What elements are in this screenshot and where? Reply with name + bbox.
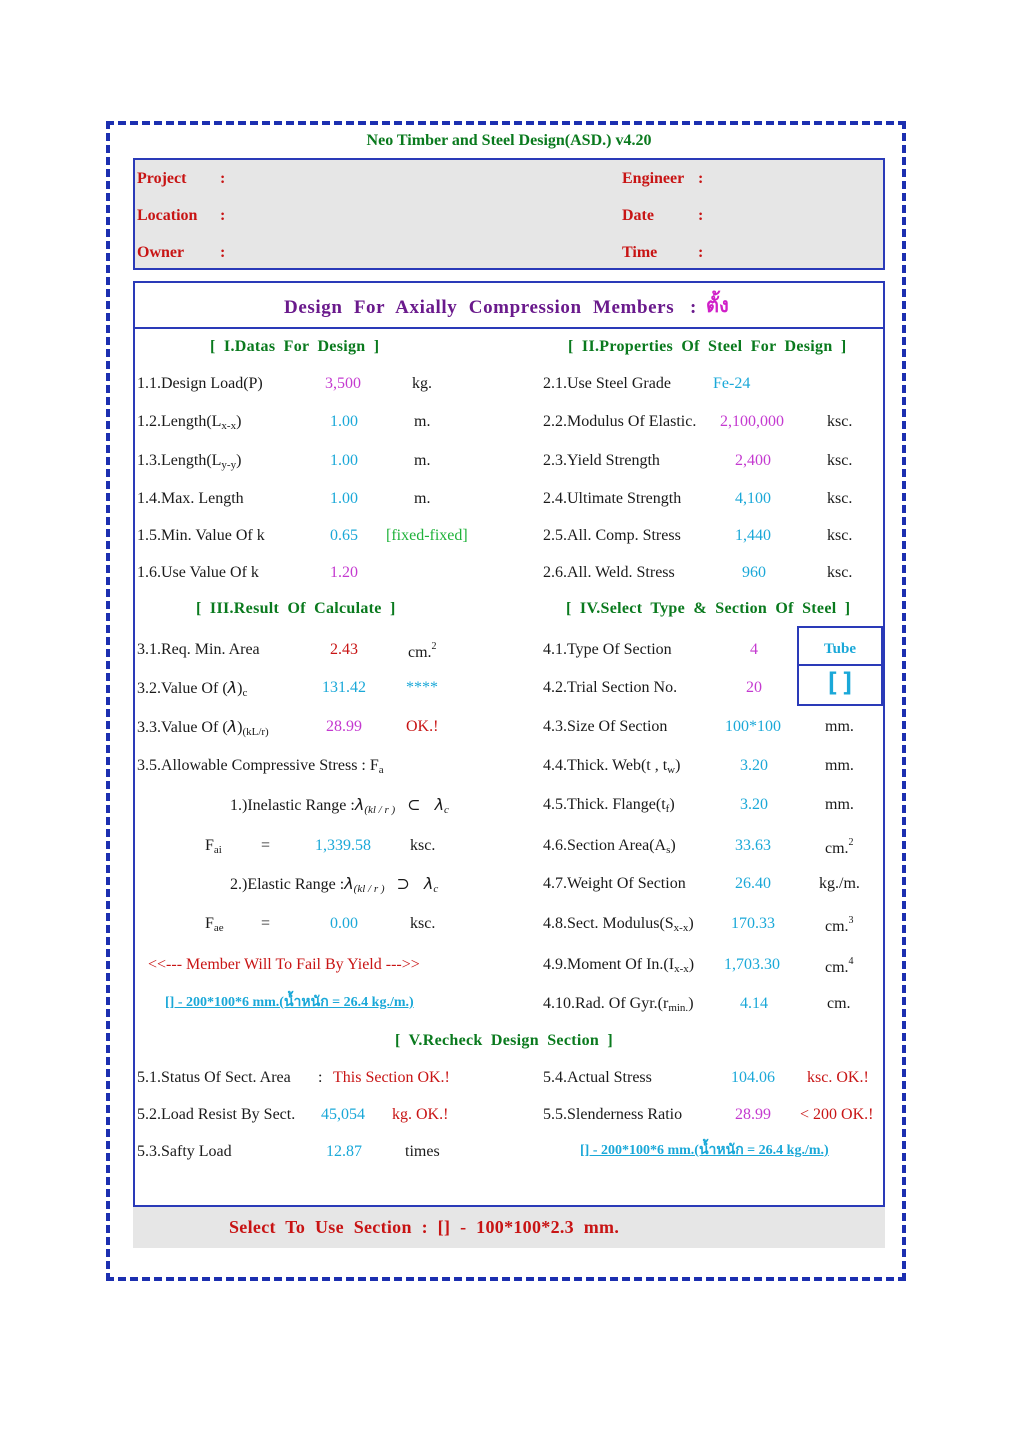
length-x-unit: m. (414, 413, 431, 430)
yield-strength-unit: ksc. (827, 452, 853, 469)
fail-message: <<--- Member Will To Fail By Yield --->> (148, 956, 420, 973)
lambda-c-value: 131.42 (322, 679, 366, 696)
radius-gyration-unit: cm. (827, 995, 851, 1012)
max-length-label: 1.4.Max. Length (137, 490, 244, 507)
main-title-colon: : (690, 297, 697, 318)
section-3-title: [ III.Result Of Calculate ] (196, 600, 396, 617)
section-area-label: 4.6.Section $Area(A_s)$ (543, 837, 676, 856)
design-load-label: 1.1.Design Load(P) (137, 375, 263, 392)
load-resist-value: 45,054 (321, 1106, 365, 1123)
section-2-title: [ II.Properties Of Steel For Design ] (568, 338, 847, 355)
fae-value: 0.00 (330, 915, 358, 932)
weight-label: 4.7.Weight Of Section (543, 875, 686, 892)
size-unit: mm. (825, 718, 854, 735)
comp-stress-value: 1,440 (735, 527, 771, 544)
trial-section-label: 4.2.Trial Section No. (543, 679, 678, 696)
lambda-klr-status: OK.! (406, 718, 439, 735)
date-colon: : (698, 207, 704, 224)
fai-unit: ksc. (410, 837, 436, 854)
safety-load-unit: times (405, 1143, 440, 1160)
length-y-value: 1.00 (330, 452, 358, 469)
type-of-section-label: 4.1.Type Of Section (543, 641, 672, 658)
length-y-unit: m. (414, 452, 431, 469)
length-y-label: $1.3.Length(L_{y-y})$ (137, 452, 242, 471)
ultimate-strength-value: 4,100 (735, 490, 771, 507)
elastic-range: 2.)Elastic Range $:\lambda_{(kl / r )}$ ⊃ $\lambda_c$ (230, 874, 439, 895)
size-value: 100*100 (725, 718, 781, 735)
web-thick-value: 3.20 (740, 757, 768, 774)
sect-modulus-value: 170.33 (731, 915, 775, 932)
trial-section-value: 20 (746, 679, 762, 696)
fai-equals: = (261, 837, 271, 854)
max-length-value: 1.00 (330, 490, 358, 507)
load-resist-status: kg. OK.! (392, 1106, 449, 1123)
fai-label: $F_{ai}$ (205, 837, 222, 856)
tube-section-icon: [] (824, 668, 856, 698)
slenderness-value: 28.99 (735, 1106, 771, 1123)
section-type-divider (797, 664, 883, 666)
flange-thick-label: 4.5.Thick. $Flange(t_f)$ (543, 796, 675, 815)
owner-colon: : (220, 244, 226, 261)
radius-gyration-value: 4.14 (740, 995, 768, 1012)
steel-grade-label: 2.1.Use Steel Grade (543, 375, 671, 392)
sect-modulus-unit: cm.$^3$ (825, 915, 854, 935)
moment-inertia-label: 4.9.Moment Of $In.(I_{x-x})$ (543, 956, 695, 975)
web-thick-label: 4.4.Thick. Web(t , $t_w$) (543, 757, 681, 776)
size-label: 4.3.Size Of Section (543, 718, 668, 735)
weight-value: 26.40 (735, 875, 771, 892)
web-thick-unit: mm. (825, 757, 854, 774)
fae-label: $F_{ae}$ (205, 915, 224, 934)
min-k-note: [fixed-fixed] (386, 527, 468, 544)
slenderness-label: 5.5.Slenderness Ratio (543, 1106, 683, 1123)
type-of-section-value: 4 (750, 641, 758, 658)
safety-load-label: 5.3.Safty Load (137, 1143, 232, 1160)
project-label: Project (137, 170, 187, 187)
comp-stress-unit: ksc. (827, 527, 853, 544)
req-area-unit: cm.$^2$ (408, 641, 437, 661)
ultimate-strength-label: 2.4.Ultimate Strength (543, 490, 682, 507)
length-x-value: 1.00 (330, 413, 358, 430)
status-area-label: 5.1.Status Of Sect. Area (137, 1069, 291, 1086)
flange-thick-value: 3.20 (740, 796, 768, 813)
time-colon: : (698, 244, 704, 261)
section-area-value: 33.63 (735, 837, 771, 854)
engineer-label: Engineer (622, 170, 685, 187)
actual-stress-label: 5.4.Actual Stress (543, 1069, 652, 1086)
section-link-left[interactable]: [] - 200*100*6 mm.(น้ำหนัก = 26.4 kg./m.) (165, 995, 414, 1010)
lambda-c-label: 3.2.Value Of $(\lambda)_c$ (137, 678, 248, 699)
moment-inertia-unit: cm.$^4$ (825, 956, 854, 976)
fai-value: 1,339.58 (315, 837, 371, 854)
date-label: Date (622, 207, 654, 224)
inelastic-range: 1.)Inelastic Range $:\lambda_{(kl / r )}$ ⊂ $\lambda_c$ (230, 795, 449, 816)
flange-thick-unit: mm. (825, 796, 854, 813)
use-k-label: 1.6.Use Value Of k (137, 564, 259, 581)
section-5-title: [ V.Recheck Design Section ] (395, 1032, 614, 1049)
app-title: Neo Timber and Steel Design(ASD.) v4.20 (366, 132, 652, 149)
project-info-panel (133, 158, 885, 270)
header-divider (133, 327, 885, 329)
min-k-value: 0.65 (330, 527, 358, 544)
main-title-thai: ตั้ง (706, 293, 729, 317)
section-link-right[interactable]: [] - 200*100*6 mm.(น้ำหนัก = 26.4 kg./m.) (580, 1143, 829, 1158)
slenderness-status: < 200 OK.! (800, 1106, 874, 1123)
allowable-stress-label: 3.5.Allowable Compressive Stress : $F_a$ (137, 757, 384, 776)
safety-load-value: 12.87 (326, 1143, 362, 1160)
weld-stress-unit: ksc. (827, 564, 853, 581)
radius-gyration-label: 4.10.Rad. Of $Gyr.(r_{min.})$ (543, 995, 694, 1014)
select-section-text: Select To Use Section : [] - 100*100*2.3 mm. (229, 1217, 620, 1237)
owner-label: Owner (137, 244, 185, 261)
fae-equals: = (261, 915, 271, 932)
lambda-klr-label: 3.3.Value Of $(\lambda)_{(kL/r)}$ (137, 717, 269, 738)
ultimate-strength-unit: ksc. (827, 490, 853, 507)
length-x-label: $1.2.Length(L_{x-x})$ (137, 413, 242, 432)
modulus-label: 2.2.Modulus Of Elastic. (543, 413, 697, 430)
main-title: Design For Axially Compression Members (284, 297, 675, 318)
modulus-value: 2,100,000 (720, 413, 784, 430)
yield-strength-label: 2.3.Yield Strength (543, 452, 660, 469)
min-k-label: 1.5.Min. Value Of k (137, 527, 265, 544)
lambda-klr-value: 28.99 (326, 718, 362, 735)
actual-stress-status: ksc. OK.! (807, 1069, 869, 1086)
section-area-unit: cm.$^2$ (825, 837, 854, 857)
section-4-title: [ IV.Select Type & Section Of Steel ] (566, 600, 851, 617)
comp-stress-label: 2.5.All. Comp. Stress (543, 527, 681, 544)
fae-unit: ksc. (410, 915, 436, 932)
location-colon: : (220, 207, 226, 224)
actual-stress-value: 104.06 (731, 1069, 775, 1086)
lambda-c-note: **** (406, 679, 438, 696)
modulus-unit: ksc. (827, 413, 853, 430)
weld-stress-label: 2.6.All. Weld. Stress (543, 564, 675, 581)
req-area-value: 2.43 (330, 641, 358, 658)
engineer-colon: : (698, 170, 704, 187)
design-load-unit: kg. (412, 375, 432, 392)
status-area-value: This Section OK.! (333, 1069, 450, 1086)
sect-modulus-label: 4.8.Sect. $Modulus(S_{x-x})$ (543, 915, 694, 934)
req-area-label: 3.1.Req. Min. Area (137, 641, 260, 658)
moment-inertia-value: 1,703.30 (724, 956, 780, 973)
section-type-name: Tube (824, 641, 856, 657)
yield-strength-value: 2,400 (735, 452, 771, 469)
status-area-colon: : (318, 1069, 323, 1086)
steel-grade-value: Fe-24 (713, 375, 751, 392)
use-k-value: 1.20 (330, 564, 358, 581)
weight-unit: kg./m. (819, 875, 860, 892)
design-load-value: 3,500 (325, 375, 361, 392)
weld-stress-value: 960 (742, 564, 766, 581)
project-colon: : (220, 170, 226, 187)
section-1-title: [ I.Datas For Design ] (210, 338, 380, 355)
location-label: Location (137, 207, 198, 224)
max-length-unit: m. (414, 490, 431, 507)
time-label: Time (622, 244, 658, 261)
load-resist-label: 5.2.Load Resist By Sect. (137, 1106, 296, 1123)
